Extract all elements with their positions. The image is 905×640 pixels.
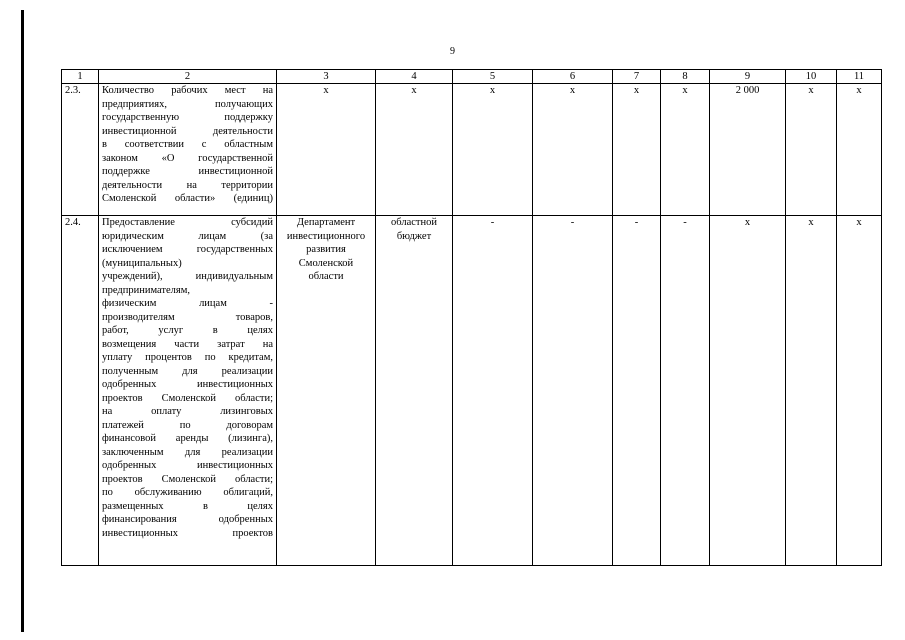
description-line: предпринимателям, xyxy=(102,284,191,296)
description-line: учреждений), индивидуальным xyxy=(102,271,273,282)
value-cell: х xyxy=(837,84,882,216)
value-cell: х xyxy=(786,216,837,566)
column-number: 1 xyxy=(62,70,99,84)
column-number: 5 xyxy=(453,70,533,84)
column-number: 7 xyxy=(613,70,661,84)
description-line: заключенным для реализации xyxy=(102,446,273,458)
description-line: деятельности на территории xyxy=(102,179,273,191)
value-cell: - xyxy=(533,216,613,566)
description-line: в соответствии с областным xyxy=(102,139,273,150)
plan-table xyxy=(61,69,882,566)
description-line: инвестиционной деятельности xyxy=(102,125,273,137)
value-cell: х xyxy=(786,84,837,216)
description-line: возмещения части затрат на xyxy=(102,338,273,350)
description-line: Предоставление субсидий xyxy=(102,217,273,228)
description-line: платежей по договорам xyxy=(102,419,273,431)
description-line: предприятиях, получающих xyxy=(102,98,273,110)
executor-cell: х xyxy=(277,84,376,216)
funding-source-line: бюджет xyxy=(396,230,432,242)
value-cell: х xyxy=(533,84,613,216)
column-number: 4 xyxy=(376,70,453,84)
description-line: уплату процентов по кредитам, xyxy=(102,352,273,363)
description-line: (муниципальных) xyxy=(102,257,182,269)
value-cell: - xyxy=(453,216,533,566)
description-line: проектов Смоленской области; xyxy=(102,473,273,485)
description-line: одобренных инвестиционных xyxy=(102,460,273,471)
funding-source-cell xyxy=(376,216,453,566)
value-cell: х xyxy=(613,84,661,216)
value-cell: 2 000 xyxy=(710,84,786,216)
description-line: законом «О государственной xyxy=(102,152,273,164)
description-line: Количество рабочих мест на xyxy=(102,85,273,96)
funding-source-cell: х xyxy=(376,84,453,216)
column-number: 3 xyxy=(277,70,376,84)
description-line: производителям товаров, xyxy=(102,311,273,323)
description-line: на оплату лизинговых xyxy=(102,406,273,417)
value-cell: х xyxy=(710,216,786,566)
row-description xyxy=(99,216,277,566)
column-number-row xyxy=(62,70,882,84)
description-line: работ, услуг в целях xyxy=(102,325,273,336)
value-cell: - xyxy=(661,216,710,566)
executor-line: Смоленской xyxy=(298,257,354,269)
description-line: размещенных в целях xyxy=(102,500,273,512)
value-cell: х xyxy=(837,216,882,566)
executor-line: инвестиционного xyxy=(286,230,366,242)
column-number: 10 xyxy=(786,70,837,84)
executor-line: развития xyxy=(306,244,346,255)
table-row xyxy=(62,216,882,566)
description-line: полученным для реализации xyxy=(102,365,273,377)
description-line: по обслуживанию облигаций, xyxy=(102,487,273,498)
description-line: финансирования одобренных xyxy=(102,514,273,525)
row-number: 2.3. xyxy=(62,84,99,216)
column-number: 9 xyxy=(710,70,786,84)
description-line: проектов Смоленской области; xyxy=(102,392,273,404)
description-line: финансовой аренды (лизинга), xyxy=(102,433,273,444)
executor-cell xyxy=(277,216,376,566)
description-line: исключением государственных xyxy=(102,244,273,255)
column-number: 11 xyxy=(837,70,882,84)
table-row xyxy=(62,84,882,216)
description-line: Смоленской области» (единиц) xyxy=(102,193,273,204)
description-line: инвестиционных проектов xyxy=(102,527,273,539)
description-line: одобренных инвестиционных xyxy=(102,379,273,390)
executor-line: Департамент xyxy=(296,217,356,228)
description-line: физическим лицам - xyxy=(102,298,273,309)
description-line: государственную поддержку xyxy=(102,112,273,123)
executor-line: области xyxy=(308,271,344,282)
column-number: 6 xyxy=(533,70,613,84)
value-cell: х xyxy=(661,84,710,216)
row-description xyxy=(99,84,277,216)
description-line: поддержке инвестиционной xyxy=(102,166,273,177)
row-number: 2.4. xyxy=(62,216,99,566)
value-cell: х xyxy=(453,84,533,216)
page-number: 9 xyxy=(450,46,455,57)
funding-source-line: областной xyxy=(391,217,437,228)
column-number: 8 xyxy=(661,70,710,84)
value-cell: - xyxy=(613,216,661,566)
column-number: 2 xyxy=(99,70,277,84)
description-line: юридическим лицам (за xyxy=(102,230,273,242)
scan-edge-line xyxy=(21,10,24,632)
